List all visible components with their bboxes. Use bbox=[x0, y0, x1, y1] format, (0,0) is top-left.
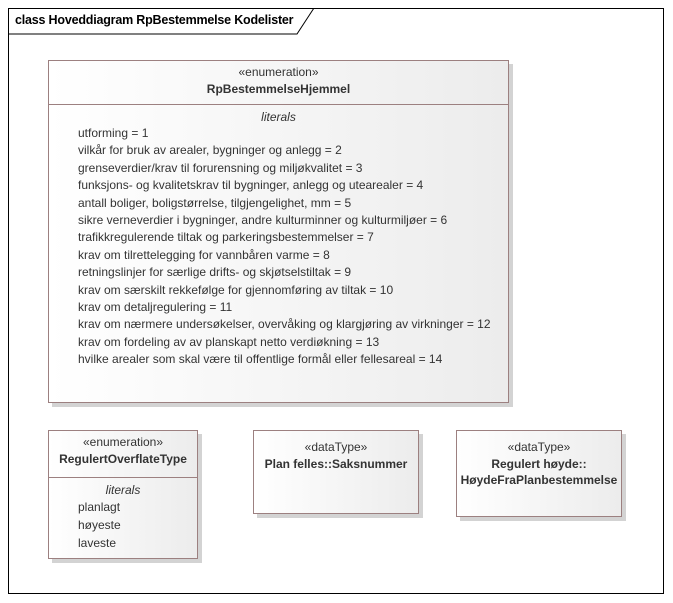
class-rpbestemmelsehjemmel[interactable] bbox=[48, 60, 509, 403]
literal-item: sikre verneverdier i bygninger, andre kulturminner og kulturmiljøer = 6 bbox=[78, 213, 448, 228]
literal-item: funksjons- og kvalitetskrav til bygninger, anlegg og utearealer = 4 bbox=[78, 178, 424, 193]
compartment-title: literals bbox=[105, 483, 141, 497]
stereotype-label: «dataType» bbox=[304, 440, 368, 454]
literal-item: retningslinjer for særlige drifts- og skjøtselstiltak = 9 bbox=[78, 265, 352, 280]
literal-item: hvilke arealer som skal være til offentlige formål eller fellesareal = 14 bbox=[78, 352, 443, 367]
class-header bbox=[49, 431, 197, 478]
literals-compartment bbox=[49, 105, 508, 369]
literal-item: trafikkregulerende tiltak og parkeringsbestemmelser = 7 bbox=[78, 230, 374, 245]
diagram-title: class Hoveddiagram RpBestemmelse Kodelister bbox=[15, 13, 294, 27]
literal-item: krav om særskilt rekkefølge for gjennomføring av tiltak = 10 bbox=[78, 282, 394, 297]
class-name: RegulertOverflateType bbox=[59, 452, 187, 466]
literal-item: utforming = 1 bbox=[78, 126, 149, 140]
compartment-title: literals bbox=[261, 110, 296, 124]
class-name: RpBestemmelseHjemmel bbox=[206, 82, 351, 96]
class-header bbox=[49, 61, 508, 105]
datatype-saksnummer[interactable] bbox=[253, 430, 419, 514]
stereotype-label: «enumeration» bbox=[238, 65, 319, 79]
literal-item: krav om tilrettelegging for vannbåren varme = 8 bbox=[78, 247, 330, 262]
literal-item: grenseverdier/krav til forurensning og miljøkvalitet = 3 bbox=[78, 160, 363, 175]
literal-item: vilkår for bruk av arealer, bygninger og anlegg = 2 bbox=[78, 143, 342, 158]
datatype-hoydefraplanbestemmelse[interactable] bbox=[456, 430, 622, 517]
literal-item: laveste bbox=[78, 536, 117, 550]
literal-item: krav om fordeling av av planskapt netto verdiøkning = 13 bbox=[78, 334, 380, 349]
stereotype-label: «dataType» bbox=[507, 440, 571, 454]
literal-item: krav om detaljregulering = 11 bbox=[78, 300, 233, 315]
literal-item: krav om nærmere undersøkelser, overvåking og klargjøring av virkninger = 12 bbox=[78, 317, 491, 332]
literal-item: høyeste bbox=[78, 518, 121, 532]
class-name-line2: HøydeFraPlanbestemmelse bbox=[460, 473, 618, 487]
literal-item: planlagt bbox=[78, 500, 121, 514]
literal-item: antall boliger, boligstørrelse, tilgjengelighet, mm = 5 bbox=[78, 195, 352, 210]
stereotype-label: «enumeration» bbox=[82, 435, 164, 449]
literals-compartment bbox=[49, 478, 197, 552]
class-name-line1: Regulert høyde:: bbox=[491, 457, 587, 471]
class-name: Plan felles::Saksnummer bbox=[264, 457, 408, 471]
class-regulertoverflatetype[interactable] bbox=[48, 430, 198, 559]
